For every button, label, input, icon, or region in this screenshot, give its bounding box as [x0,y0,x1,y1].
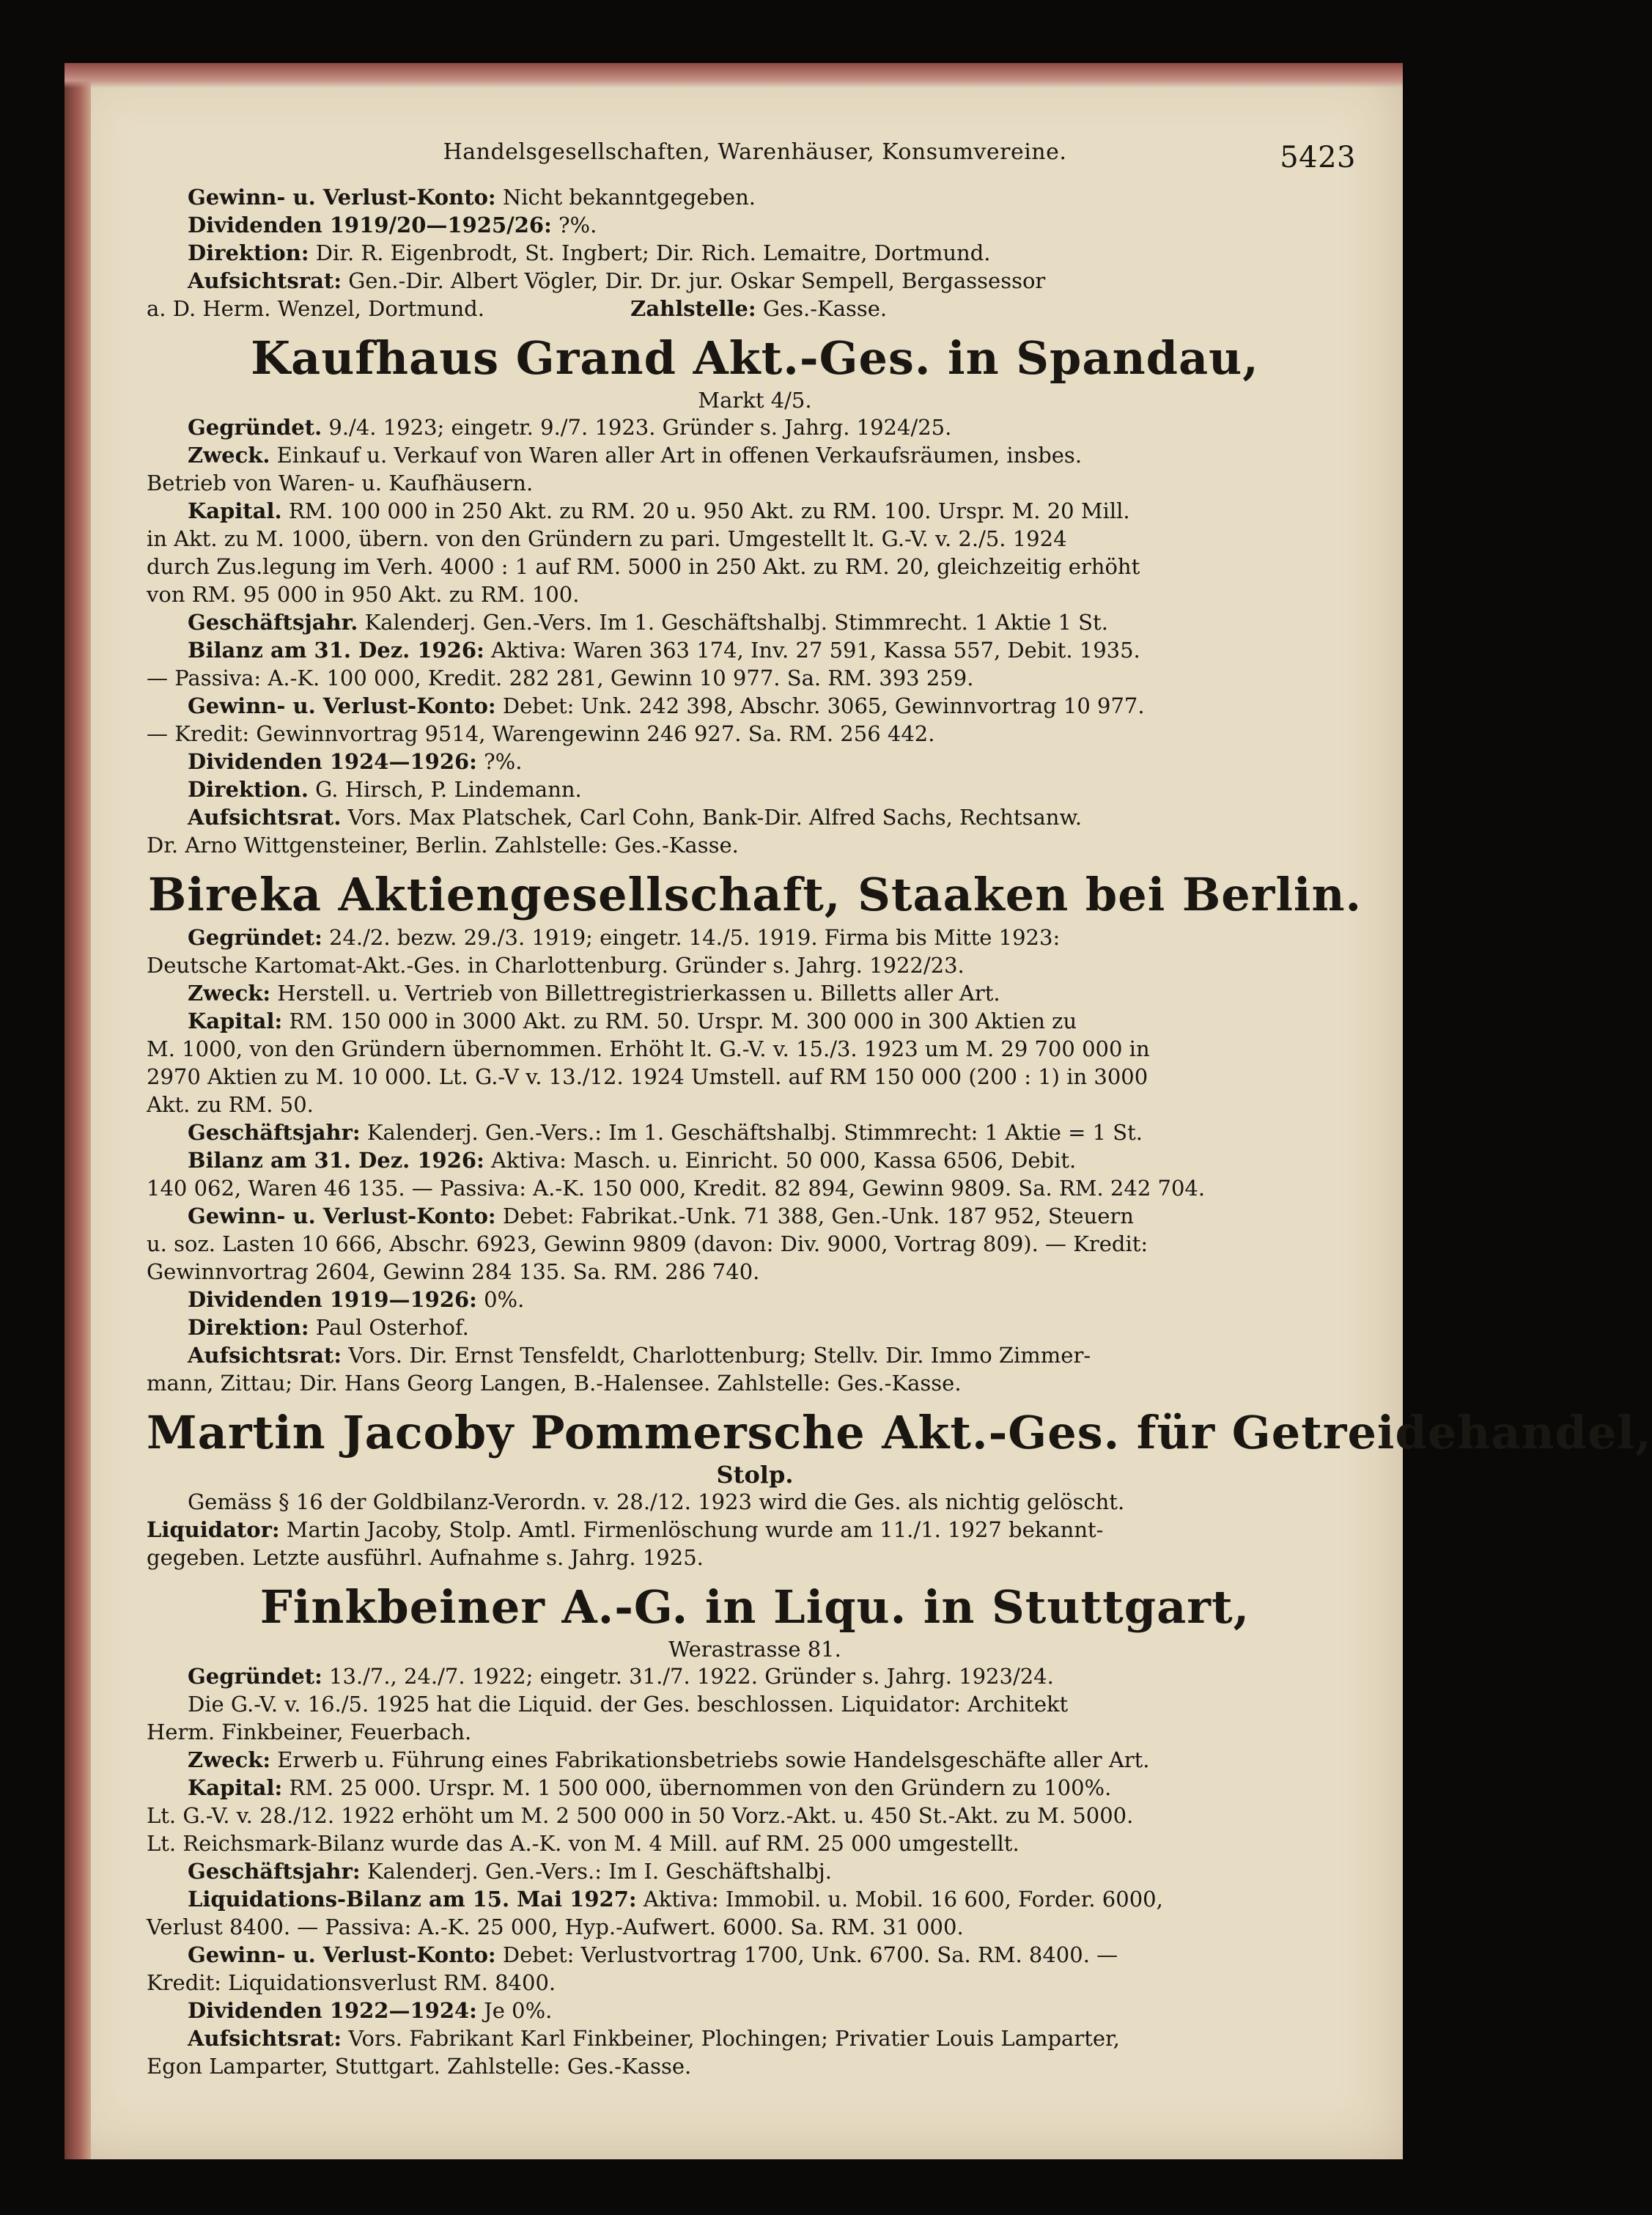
text-line [147,239,1363,267]
field-text: Debet: Fabrikat.-Unk. 71 388, Gen.-Unk. 187 952, Steuern [502,1204,1134,1228]
text-line [147,525,1363,553]
field-text: 24./2. bezw. 29./3. 1919; eingetr. 14./5. 1919. Firma bis Mitte 1923: [329,925,1061,950]
text-line [147,497,1363,525]
field-text: Vors. Max Platschek, Carl Cohn, Bank-Dir. Alfred Sachs, Rechtsanw. [347,805,1083,830]
text-line [147,211,1363,239]
field-text: Verlust 8400. — Passiva: A.-K. 25 000, Hyp.-Aufwert. 6000. Sa. RM. 31 000. [147,1914,964,1939]
text-line [147,553,1363,581]
entry-martin-jacoby [147,1404,1652,1571]
field-label: Zahlstelle: [630,296,756,321]
field-text: 9./4. 1923; eingetr. 9./7. 1923. Gründer s. Jahrg. 1924/25. [328,415,952,440]
field-text: Deutsche Kartomat-Akt.-Ges. in Charlottenburg. Gründer s. Jahrg. 1922/23. [147,953,965,978]
field-label: Kapital: [188,1009,283,1033]
field-label: Aufsichtsrat: [188,2026,342,2051]
text-line [147,1997,1363,2024]
field-label: Aufsichtsrat: [188,268,342,293]
field-label: Dividenden 1922—1924: [188,1998,477,2023]
field-text: Aktiva: Waren 363 174, Inv. 27 591, Kassa 557, Debit. 1935. [491,638,1140,663]
entry-title: Kaufhaus Grand Akt.-Ges. in Spandau, [251,331,1259,385]
page-content [147,139,1652,2080]
text-line [147,1174,1363,1202]
field-text: mann, Zittau; Dir. Hans Georg Langen, B.-Halensee. Zahlstelle: Ges.-Kasse. [147,1371,962,1396]
field-text: Betrieb von Waren- u. Kaufhäusern. [147,471,534,495]
field-text: Lt. Reichsmark-Bilanz wurde das A.-K. von M. 4 Mill. auf RM. 25 000 umgestellt. [147,1831,1019,1856]
text-line [147,951,1363,979]
text-line [147,664,1363,692]
text-line [147,1091,1363,1118]
text-line [147,469,1363,497]
field-text: RM. 150 000 in 3000 Akt. zu RM. 50. Urspr. M. 300 000 in 300 Aktien zu [289,1009,1077,1033]
field-text: 13./7., 24./7. 1922; eingetr. 31./7. 1922. Gründer s. Jahrg. 1923/24. [329,1664,1054,1689]
field-label: Dividenden 1919—1926: [188,1287,477,1312]
entry-address: Werastrasse 81. [668,1637,841,1662]
field-text: Lt. G.-V. v. 28./12. 1922 erhöht um M. 2 500 000 in 50 Vorz.-Akt. u. 450 St.-Akt. zu M. 5000. [147,1803,1134,1828]
text-line [147,1774,1363,1802]
field-text: Dir. R. Eigenbrodt, St. Ingbert; Dir. Rich. Lemaitre, Dortmund. [315,240,991,265]
text-line [147,1690,1363,1718]
field-label: Gegründet: [188,925,322,950]
field-text: 0%. [484,1287,525,1312]
text-line [147,267,1363,295]
field-text: Kalenderj. Gen.-Vers.: Im 1. Geschäftshalbj. Stimmrecht: 1 Aktie = 1 St. [366,1120,1143,1145]
field-text: — Kredit: Gewinnvortrag 9514, Warengewinn 246 927. Sa. RM. 256 442. [147,721,935,746]
field-label: Geschäftsjahr: [188,1859,361,1884]
field-text: 2970 Aktien zu M. 10 000. Lt. G.-V v. 13./12. 1924 Umstell. auf RM 150 000 (200 : 1) in 3000 [147,1064,1148,1089]
field-label: Bilanz am 31. Dez. 1926: [188,638,484,663]
text-line [147,1313,1363,1341]
text-line [147,1369,1363,1397]
field-label: Bilanz am 31. Dez. 1926: [188,1148,484,1173]
text-line [147,1885,1363,1913]
field-label: Aufsichtsrat: [188,1343,342,1368]
previous-entry-tail [147,183,1363,323]
field-text: Martin Jacoby, Stolp. Amtl. Firmenlöschung wurde am 11./1. 1927 bekannt- [286,1517,1104,1542]
field-text: Dr. Arno Wittgensteiner, Berlin. Zahlstelle: Ges.-Kasse. [147,833,739,858]
field-text: durch Zus.legung im Verh. 4000 : 1 auf RM. 5000 in 250 Akt. zu RM. 20, gleichzeitig erhöht [147,554,1140,579]
text-line [147,1746,1363,1774]
entry-address: Stolp. [716,1461,794,1489]
text-line [147,1146,1363,1174]
running-header [147,139,1363,183]
page-top-edge [64,63,1403,88]
field-text: u. soz. Lasten 10 666, Abschr. 6923, Gewinn 9809 (davon: Div. 9000, Vortrag 809). — Kredit: [147,1231,1148,1256]
text-line [147,775,1363,803]
text-line [147,581,1363,608]
field-label: Kapital: [188,1775,283,1800]
field-text: Debet: Unk. 242 398, Abschr. 3065, Gewinnvortrag 10 977. [502,693,1145,718]
field-label: Gewinn- u. Verlust-Konto: [188,1204,496,1228]
text-line [147,1802,1363,1829]
text-line [147,1258,1363,1286]
field-label: Kapital. [188,498,282,523]
field-text: Erwerb u. Führung eines Fabrikationsbetriebs sowie Handelsgeschäfte aller Art. [277,1747,1150,1772]
text-line [147,413,1363,441]
field-label: Gewinn- u. Verlust-Konto: [188,185,496,210]
text-line [147,1544,1363,1571]
field-text: Gemäss § 16 der Goldbilanz-Verordn. v. 28./12. 1923 wird die Ges. als nichtig gelöscht. [188,1489,1125,1514]
field-text: a. D. Herm. Wenzel, Dortmund. [147,296,484,321]
text-line [147,608,1363,636]
field-label: Aufsichtsrat. [188,805,342,830]
field-text: Herm. Finkbeiner, Feuerbach. [147,1720,472,1744]
field-text: Akt. zu RM. 50. [147,1092,314,1117]
field-label: Direktion: [188,1315,309,1340]
field-text: Je 0%. [484,1998,553,2023]
text-line [147,636,1363,664]
field-text: — Passiva: A.-K. 100 000, Kredit. 282 281, Gewinn 10 977. Sa. RM. 393 259. [147,666,974,690]
field-text: Gen.-Dir. Albert Vögler, Dir. Dr. jur. Oskar Sempell, Bergassessor [348,268,1046,293]
entry-bireka [147,866,1363,1397]
field-text: gegeben. Letzte ausführl. Aufnahme s. Jahrg. 1925. [147,1545,704,1570]
field-label: Gegründet. [188,415,322,440]
field-text: Kalenderj. Gen.-Vers. Im 1. Geschäftshalbj. Stimmrecht. 1 Aktie 1 St. [364,610,1108,635]
text-line [147,1007,1363,1035]
field-text: von RM. 95 000 in 950 Akt. zu RM. 100. [147,582,580,607]
entry-title: Finkbeiner A.-G. in Liqu. in Stuttgart, [259,1580,1250,1634]
field-text: Egon Lamparter, Stuttgart. Zahlstelle: Ges.-Kasse. [147,2054,692,2079]
text-line [147,1286,1363,1313]
field-text: Debet: Verlustvortrag 1700, Unk. 6700. Sa. RM. 8400. — [502,1942,1118,1967]
text-line [147,441,1363,469]
field-label: Zweck: [188,981,271,1006]
text-line [147,1969,1363,1997]
text-line [147,831,1363,859]
field-label: Liquidator: [147,1517,280,1542]
field-label: Geschäftsjahr: [188,1120,361,1145]
field-text: Gewinnvortrag 2604, Gewinn 284 135. Sa. RM. 286 740. [147,1259,760,1284]
book-binding [64,63,91,2159]
text-line [147,748,1363,775]
text-line [147,2052,1363,2080]
entry-body [147,413,1363,859]
field-label: Direktion. [188,777,309,802]
field-text: 140 062, Waren 46 135. — Passiva: A.-K. 150 000, Kredit. 82 894, Gewinn 9809. Sa. RM. 242 704. [147,1176,1206,1201]
field-label: Direktion: [188,240,309,265]
text-line [147,1829,1363,1857]
field-text: Herstell. u. Vertrieb von Billettregistrierkassen u. Billetts aller Art. [277,981,1000,1006]
text-line [147,2024,1363,2052]
entry-kaufhaus-grand [147,330,1363,859]
text-line [147,183,1363,211]
field-text: Kredit: Liquidationsverlust RM. 8400. [147,1970,556,1995]
text-line [147,924,1363,951]
field-text: ?%. [558,213,597,237]
text-line [147,1913,1363,1941]
text-line [147,1063,1363,1091]
field-label: Zweck. [188,443,270,468]
field-text: G. Hirsch, P. Lindemann. [315,777,582,802]
field-label: Gewinn- u. Verlust-Konto: [188,693,496,718]
text-line [147,720,1363,748]
field-text: RM. 100 000 in 250 Akt. zu RM. 20 u. 950 Akt. zu RM. 100. Urspr. M. 20 Mill. [288,498,1130,523]
text-line [147,1118,1363,1146]
entry-title: Martin Jacoby Pommersche Akt.-Ges. für Getreidehandel, [147,1406,1652,1459]
field-text: Einkauf u. Verkauf von Waren aller Art in offenen Verkaufsräumen, insbes. [276,443,1083,468]
text-line [147,295,1363,323]
text-line [147,1662,1363,1690]
page-number: 5423 [1280,141,1356,174]
text-line [147,1857,1363,1885]
field-text: M. 1000, von den Gründern übernommen. Erhöht lt. G.-V. v. 15./3. 1923 um M. 29 700 000 in [147,1036,1150,1061]
text-line [147,1230,1363,1258]
text-line [147,1035,1363,1063]
field-label: Geschäftsjahr. [188,610,358,635]
text-line [147,1718,1363,1746]
field-text: Nicht bekanntgegeben. [502,185,756,210]
field-label: Dividenden 1924—1926: [188,749,477,774]
field-label: Dividenden 1919/20—1925/26: [188,213,552,237]
field-label: Gegründet: [188,1664,322,1689]
text-line [147,803,1363,831]
entry-body [147,1662,1363,2080]
running-title: Handelsgesellschaften, Warenhäuser, Konsumvereine. [443,139,1067,165]
field-text: Ges.-Kasse. [762,296,888,321]
text-line [147,692,1363,720]
field-text: Die G.-V. v. 16./5. 1925 hat die Liquid. der Ges. beschlossen. Liquidator: Architekt [188,1692,1069,1717]
field-text: Vors. Dir. Ernst Tensfeldt, Charlottenburg; Stellv. Dir. Immo Zimmer- [348,1343,1091,1368]
text-line [147,979,1363,1007]
field-text: in Akt. zu M. 1000, übern. von den Gründern zu pari. Umgestellt lt. G.-V. v. 2./5. 1924 [147,526,1067,551]
field-text: Paul Osterhof. [315,1315,469,1340]
entry-body [147,1488,1363,1571]
text-line [147,1488,1363,1516]
field-label: Gewinn- u. Verlust-Konto: [188,1942,496,1967]
field-text: Vors. Fabrikant Karl Finkbeiner, Plochingen; Privatier Louis Lamparter, [348,2026,1120,2051]
text-line [147,1202,1363,1230]
entry-address: Markt 4/5. [698,388,812,413]
entry-body [147,924,1363,1397]
field-text: Kalenderj. Gen.-Vers.: Im I. Geschäftshalbj. [366,1859,833,1884]
field-text: ?%. [484,749,523,774]
field-text: Aktiva: Immobil. u. Mobil. 16 600, Forder. 6000, [643,1887,1163,1912]
entry-finkbeiner [147,1579,1363,2080]
book-page [64,63,1652,2159]
field-label: Zweck: [188,1747,271,1772]
field-text: Aktiva: Masch. u. Einricht. 50 000, Kassa 6506, Debit. [491,1148,1077,1173]
field-text: RM. 25 000. Urspr. M. 1 500 000, übernommen von den Gründern zu 100%. [289,1775,1112,1800]
field-label: Liquidations-Bilanz am 15. Mai 1927: [188,1887,637,1912]
text-line [147,1941,1363,1969]
entry-title: Bireka Aktiengesellschaft, Staaken bei Berlin. [147,868,1362,921]
text-line [147,1341,1363,1369]
text-line [147,1516,1363,1544]
